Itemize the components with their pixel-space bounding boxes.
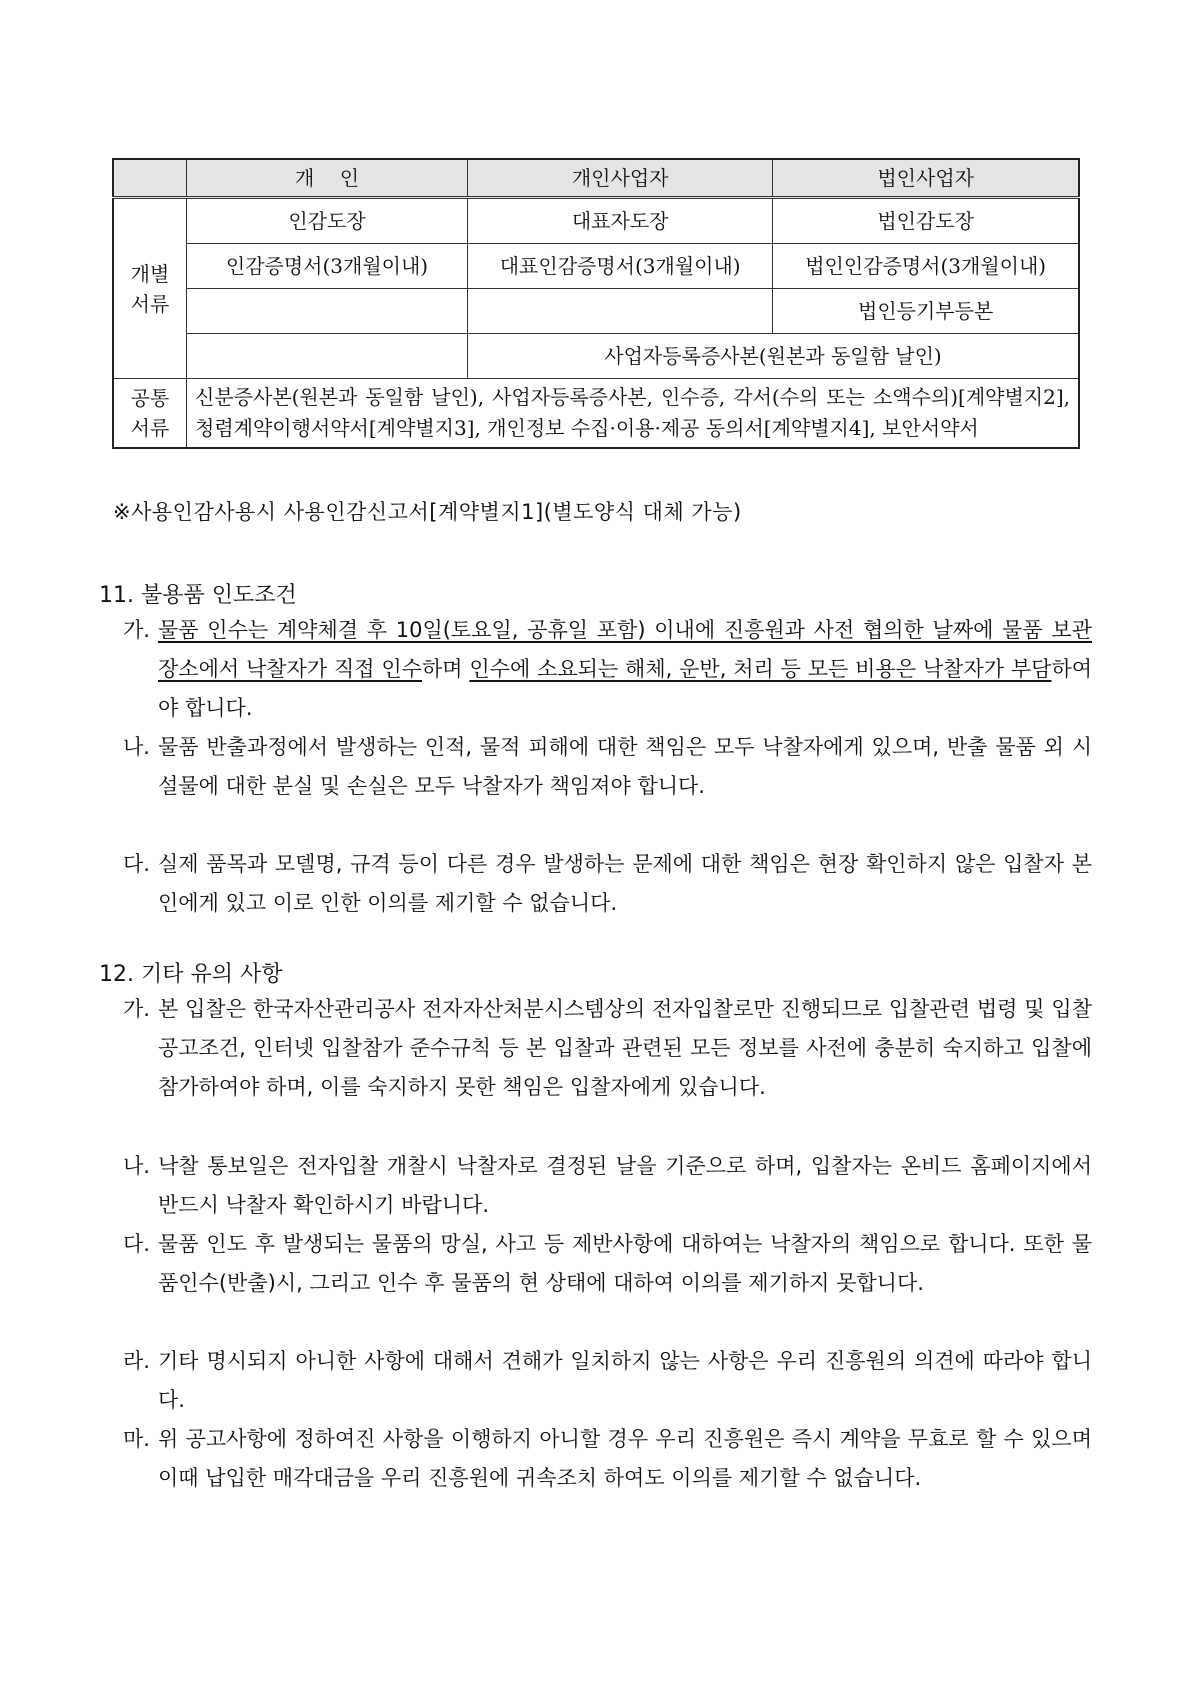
item-marker: 라. (123, 1349, 150, 1373)
table-cell: 법인감도장 (773, 198, 1079, 244)
item-text: 실제 품목과 모델명, 규격 등이 다른 경우 발생하는 문제에 대한 책임은 현장 확인하지 않은 입찰자 본인에게 있고 이로 인한 이의를 제기할 수 없습니다. (158, 852, 1092, 915)
item-marker: 다. (123, 852, 150, 876)
item-marker: 다. (123, 1232, 150, 1256)
header-sole-proprietor: 개인사업자 (468, 159, 773, 198)
item-text: 물품 반출과정에서 발생하는 인적, 물적 피해에 대한 책임은 모두 낙찰자에게 있으며, 반출 물품 외 시설물에 대한 분실 및 손실은 모두 낙찰자가 책임져야 합니다. (158, 735, 1092, 798)
item-text-part: 하여야 합니다. (158, 657, 1093, 720)
item-marker: 가. (123, 997, 150, 1021)
common-docs-label: 공통 서류 (113, 379, 187, 449)
table-row (113, 244, 1079, 289)
common-docs-text: 신분증사본(원본과 동일함 날인), 사업자등록증사본, 인수증, 각서(수의 또는 소액수의)[계약별지2], 청렴계약이행서약서[계약별지3], 개인정보 수집·이용·제공 동의서[계약별지4], 보안서약서 (187, 379, 1080, 449)
table-row (113, 198, 1079, 244)
table-cell: 대표자도장 (468, 198, 773, 244)
table-cell (187, 289, 468, 334)
table-cell: 인감도장 (187, 198, 468, 244)
header-corner (113, 159, 187, 198)
item-marker: 마. (123, 1427, 150, 1451)
item-text: 위 공고사항에 정하여진 사항을 이행하지 아니할 경우 우리 진흥원은 즉시 계약을 무효로 할 수 있으며 이때 납입한 매각대금을 우리 진흥원에 귀속조치 하여도 이의를 제기할 수 없습니다. (158, 1427, 1092, 1490)
table-row (113, 334, 1079, 379)
item-text: 기타 명시되지 아니한 사항에 대해서 견해가 일치하지 않는 사항은 우리 진흥원의 의견에 따라야 합니다. (158, 1349, 1092, 1412)
list-item (123, 845, 1092, 923)
item-text-part: 하며 (421, 657, 470, 681)
table-cell (468, 289, 773, 334)
list-item (123, 728, 1092, 806)
underlined-text: 물품 인수는 계약체결 후 10일(토요일, 공휴일 포함) 이내에 진흥원과 사전 협의한 날짜에 물품 보관 장소에서 낙찰자가 직접 인수 (158, 618, 1092, 681)
required-documents-table (112, 158, 1080, 449)
item-text (158, 611, 1092, 728)
table-cell: 법인인감증명서(3개월이내) (773, 244, 1079, 289)
seal-note: ※사용인감사용시 사용인감신고서[계약별지1](별도양식 대체 가능) (113, 500, 742, 524)
header-corporation: 법인사업자 (773, 159, 1079, 198)
common-docs-row (113, 379, 1079, 449)
table-cell (187, 334, 468, 379)
list-item (123, 1147, 1092, 1225)
individual-docs-label: 개별 서류 (113, 198, 187, 379)
business-registration-cell: 사업자등록증사본(원본과 동일함 날인) (468, 334, 1080, 379)
table-row (113, 289, 1079, 334)
table-cell: 법인등기부등본 (773, 289, 1079, 334)
list-item (123, 1420, 1092, 1498)
list-item (123, 1225, 1092, 1303)
header-individual: 개 인 (187, 159, 468, 198)
table-header-row (113, 159, 1079, 198)
item-marker: 나. (123, 1154, 150, 1178)
item-text: 낙찰 통보일은 전자입찰 개찰시 낙찰자로 결정된 날을 기준으로 하며, 입찰자는 온비드 홈페이지에서 반드시 낙찰자 확인하시기 바랍니다. (158, 1154, 1092, 1217)
section-12-title: 12. 기타 유의 사항 (99, 962, 283, 987)
list-item (123, 611, 1092, 728)
item-text: 물품 인도 후 발생되는 물품의 망실, 사고 등 제반사항에 대하여는 낙찰자의 책임으로 합니다. 또한 물품인수(반출)시, 그리고 인수 후 물품의 현 상태에 대하여 이의를 제기하지 못합니다. (158, 1232, 1092, 1295)
table-cell: 대표인감증명서(3개월이내) (468, 244, 773, 289)
table-cell: 인감증명서(3개월이내) (187, 244, 468, 289)
item-marker: 가. (123, 618, 150, 642)
underlined-text: 인수에 소요되는 해체, 운반, 처리 등 모든 비용은 낙찰자가 부담 (469, 657, 1052, 681)
item-marker: 나. (123, 735, 150, 759)
list-item (123, 990, 1092, 1107)
section-11-title: 11. 불용품 인도조건 (99, 583, 297, 608)
item-text: 본 입찰은 한국자산관리공사 전자자산처분시스템상의 전자입찰로만 진행되므로 입찰관련 법령 및 입찰공고조건, 인터넷 입찰참가 준수규칙 등 본 입찰과 관련된 모든 정보를 사전에 충분히 숙지하고 입찰에 참가하여야 하며, 이를 숙지하지 못한 책임은 입찰자에게 있습니다. (158, 997, 1092, 1099)
list-item (123, 1342, 1092, 1420)
